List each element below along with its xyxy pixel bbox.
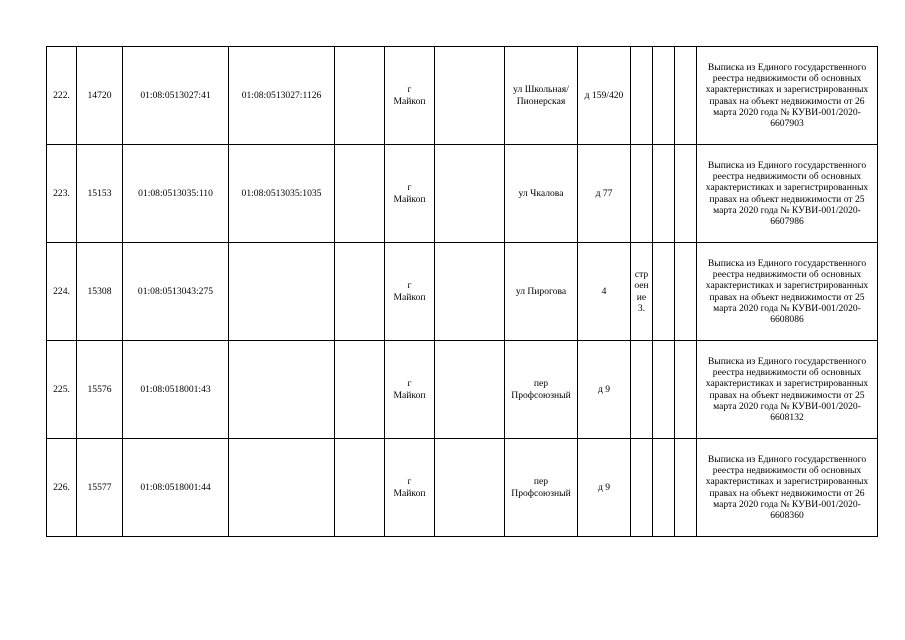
empty-cell [335,145,385,243]
empty-cell [335,243,385,341]
house-cell: д 9 [578,341,631,439]
empty-cell [335,341,385,439]
street-cell: пер Профсоюзный [505,341,578,439]
table-row [47,439,878,537]
empty-cell [675,341,697,439]
settlement-name: Майкоп [393,291,426,303]
row-number-cell: 222. [47,47,77,145]
object-id-cell: 15577 [77,439,123,537]
house-cell: 4 [578,243,631,341]
cadastral-number-cell [229,341,335,439]
settlement-name: Майкоп [393,487,426,499]
object-id-cell: 15153 [77,145,123,243]
empty-cell [335,439,385,537]
cadastral-quarter-cell: 01:08:0513043:275 [123,243,229,341]
row-number-cell: 224. [47,243,77,341]
empty-cell [653,341,675,439]
street-cell: ул Чкалова [505,145,578,243]
table-row [47,341,878,439]
empty-cell [435,341,505,439]
cadastral-quarter-cell: 01:08:0518001:43 [123,341,229,439]
empty-cell [675,439,697,537]
settlement-type: г [407,476,412,488]
cadastral-number-cell [229,439,335,537]
table-row [47,145,878,243]
empty-cell [435,439,505,537]
settlement-type: г [407,280,412,292]
settlement-name: Майкоп [393,95,426,107]
house-cell: д 9 [578,439,631,537]
settlement-type: г [407,182,412,194]
house-cell: д 77 [578,145,631,243]
settlement-cell [385,145,435,243]
cadastral-quarter-cell: 01:08:0518001:44 [123,439,229,537]
building-cell [631,439,653,537]
property-registry-table [46,46,878,537]
settlement-cell [385,341,435,439]
empty-cell [653,243,675,341]
building-cell [631,47,653,145]
settlement-cell [385,243,435,341]
row-number-cell: 223. [47,145,77,243]
row-number-cell: 226. [47,439,77,537]
building-cell [631,341,653,439]
empty-cell [675,47,697,145]
cadastral-number-cell [229,243,335,341]
registry-extract-cell: Выписка из Единого государственного реестра недвижимости об основных характеристиках и зарегистрированных правах на объект недвижимости от 25 марта 2020 года № КУВИ-001/2020-6608086 [697,243,878,341]
street-cell: ул Школьная/Пионерская [505,47,578,145]
cadastral-quarter-cell: 01:08:0513027:41 [123,47,229,145]
registry-extract-cell: Выписка из Единого государственного реестра недвижимости об основных характеристиках и зарегистрированных правах на объект недвижимости от 26 марта 2020 года № КУВИ-001/2020-6608360 [697,439,878,537]
table-row [47,47,878,145]
empty-cell [435,243,505,341]
building-cell: строение 3. [631,243,653,341]
settlement-name: Майкоп [393,193,426,205]
empty-cell [653,47,675,145]
empty-cell [653,145,675,243]
cadastral-number-cell: 01:08:0513027:1126 [229,47,335,145]
settlement-cell [385,47,435,145]
row-number-cell: 225. [47,341,77,439]
registry-body [47,47,878,537]
cadastral-number-cell: 01:08:0513035:1035 [229,145,335,243]
empty-cell [435,47,505,145]
street-cell: пер Профсоюзный [505,439,578,537]
registry-extract-cell: Выписка из Единого государственного реестра недвижимости об основных характеристиках и зарегистрированных правах на объект недвижимости от 25 марта 2020 года № КУВИ-001/2020-6608132 [697,341,878,439]
object-id-cell: 14720 [77,47,123,145]
empty-cell [435,145,505,243]
empty-cell [335,47,385,145]
settlement-name: Майкоп [393,389,426,401]
settlement-cell [385,439,435,537]
house-cell: д 159/420 [578,47,631,145]
registry-extract-cell: Выписка из Единого государственного реестра недвижимости об основных характеристиках и зарегистрированных правах на объект недвижимости от 26 марта 2020 года № КУВИ-001/2020-6607903 [697,47,878,145]
registry-extract-cell: Выписка из Единого государственного реестра недвижимости об основных характеристиках и зарегистрированных правах на объект недвижимости от 25 марта 2020 года № КУВИ-001/2020-6607986 [697,145,878,243]
building-cell [631,145,653,243]
empty-cell [675,145,697,243]
settlement-type: г [407,378,412,390]
empty-cell [675,243,697,341]
cadastral-quarter-cell: 01:08:0513035:110 [123,145,229,243]
empty-cell [653,439,675,537]
object-id-cell: 15576 [77,341,123,439]
table-row [47,243,878,341]
settlement-type: г [407,84,412,96]
street-cell: ул Пирогова [505,243,578,341]
object-id-cell: 15308 [77,243,123,341]
